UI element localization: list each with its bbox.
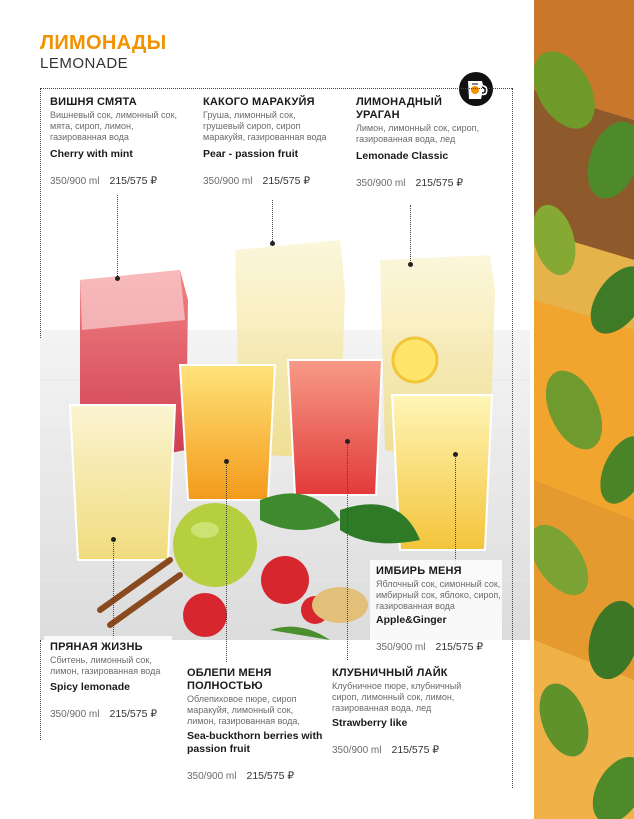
item-name-ru: ПРЯНАЯ ЖИЗНЬ (50, 641, 143, 653)
item-volume: 350/900 ml (332, 745, 382, 756)
connector-apple (455, 455, 456, 565)
item-description: Сбитень, лимонный сок, лимон, газированная вода (50, 655, 161, 676)
menu-item-lemonade-classic (356, 96, 490, 189)
item-price-row (203, 175, 333, 187)
menu-item-pear-passion (203, 96, 333, 187)
page-subtitle: LEMONADE (40, 55, 129, 72)
connector-spicy (113, 540, 114, 640)
item-name-en: Pear - passion fruit (203, 148, 299, 160)
item-volume: 350/900 ml (50, 176, 100, 187)
connector-pin (115, 276, 120, 281)
item-description: Яблочный сок, симонный сок, имбирный сок, яблоко, сироп, газированная вода (376, 579, 501, 611)
decorative-leaf-strip (534, 0, 634, 819)
item-volume: 350/900 ml (50, 709, 100, 720)
frame-left-line (40, 88, 41, 338)
item-name-ru: КАКОГО МАРАКУЙЯ (203, 96, 315, 108)
item-name-en: Cherry with mint (50, 148, 133, 160)
connector-seabuckthorn (226, 462, 227, 662)
item-name-en: Strawberry like (332, 717, 408, 729)
menu-item-cherry-mint (50, 96, 180, 187)
connector-pin (224, 459, 229, 464)
item-description: Груша, лимонный сок, грушевый сироп, сироп маракуйя, газированная вода (203, 110, 327, 142)
menu-item-seabuckthorn (187, 667, 323, 782)
item-price: 215/575 ₽ (246, 770, 295, 782)
page-title: ЛИМОНАДЫ (40, 32, 167, 54)
item-description: Лимон, лимонный сок, сироп, газированная вода, лед (356, 123, 479, 144)
connector-strawberry (347, 442, 348, 660)
connector-pin (453, 452, 458, 457)
connector-pin (345, 439, 350, 444)
frame-right-line (512, 88, 513, 788)
item-volume: 350/900 ml (376, 642, 426, 653)
item-price-row (50, 708, 172, 720)
menu-item-spicy-lemonade (50, 641, 172, 720)
item-description: Вишневый сок, лимонный сок, мята, сироп, лимон, газированная вода (50, 110, 178, 142)
item-price-row (332, 744, 466, 756)
connector-pin (408, 262, 413, 267)
item-price-row (50, 175, 180, 187)
item-description: Облепиховое пюре, сироп маракуйя, лимонный сок, лимон, газированная вода, (187, 694, 300, 726)
connector-cherry (117, 195, 118, 280)
item-price-row (187, 770, 323, 782)
connector-classic (410, 205, 411, 265)
item-name-en: Lemonade Classic (356, 150, 449, 162)
item-name-ru: ВИШНЯ СМЯТА (50, 96, 137, 108)
item-volume: 350/900 ml (203, 176, 253, 187)
item-name-ru: ИМБИРЬ МЕНЯ (376, 565, 462, 577)
item-price: 215/575 ₽ (435, 641, 484, 653)
frame-left-lower-line (40, 640, 41, 740)
item-name-en: Sea-buckthorn berries with passion fruit (187, 730, 323, 755)
menu-item-strawberry-like (332, 667, 466, 756)
item-volume: 350/900 ml (356, 178, 406, 189)
connector-pin (270, 241, 275, 246)
item-name-ru: ОБЛЕПИ МЕНЯ ПОЛНОСТЬЮ (187, 667, 272, 692)
item-name-en: Apple&Ginger (376, 614, 447, 626)
item-price: 215/575 ₽ (262, 175, 311, 187)
menu-item-apple-ginger (376, 565, 504, 653)
item-price: 215/575 ₽ (391, 744, 440, 756)
item-name-ru: ЛИМОНАДНЫЙ УРАГАН (356, 96, 443, 121)
item-description: Клубничное пюре, клубничный сироп, лимонный сок, лимон, газированная вода, лед (332, 681, 462, 713)
item-price: 215/575 ₽ (415, 177, 464, 189)
item-price: 215/575 ₽ (109, 175, 158, 187)
connector-pin (111, 537, 116, 542)
item-price-row (356, 177, 490, 189)
item-price: 215/575 ₽ (109, 708, 158, 720)
item-name-ru: КЛУБНИЧНЫЙ ЛАЙК (332, 667, 448, 679)
connector-pear (272, 200, 273, 245)
item-volume: 350/900 ml (187, 771, 237, 782)
frame-top-line (40, 88, 512, 89)
item-price-row (376, 641, 504, 653)
item-name-en: Spicy lemonade (50, 681, 130, 693)
